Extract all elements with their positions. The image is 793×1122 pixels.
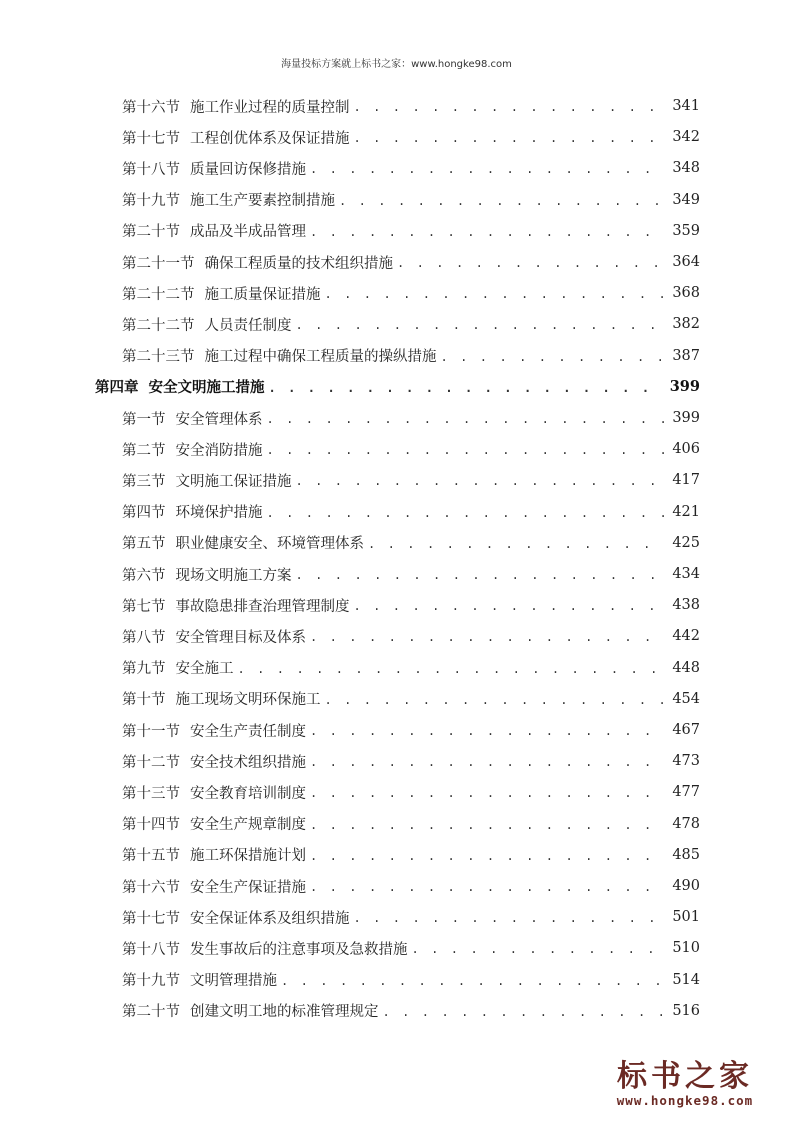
toc-entry-number: 第十一节 (122, 723, 180, 740)
toc-entry-title: 安全生产规章制度 (190, 817, 306, 834)
toc-entry-number: 第十八节 (122, 941, 180, 958)
toc-dot-leader (354, 100, 665, 114)
toc-section-entry[interactable] (122, 749, 700, 773)
toc-entry-label (122, 314, 296, 335)
toc-section-entry[interactable] (122, 656, 700, 680)
toc-dot-leader (310, 162, 664, 176)
toc-page-number: 477 (672, 784, 700, 801)
toc-dot-leader (397, 256, 664, 270)
toc-entry-number: 第二节 (122, 442, 166, 459)
toc-entry-title: 施工现场文明环保施工 (175, 692, 321, 709)
toc-page-number: 348 (672, 160, 700, 177)
toc-entry-label (122, 751, 310, 772)
toc-section-entry[interactable] (122, 687, 700, 711)
toc-dot-leader (310, 630, 664, 644)
toc-entry-label (122, 688, 325, 709)
toc-page-number: 368 (672, 285, 700, 302)
toc-page-number: 349 (672, 191, 700, 208)
toc-entry-title: 工程创优体系及保证措施 (190, 130, 350, 147)
toc-entry-title: 职业健康安全、环境管理体系 (175, 536, 364, 553)
toc-entry-title: 人员责任制度 (204, 317, 292, 334)
toc-entry-title: 施工质量保证措施 (204, 286, 321, 303)
toc-entry-number: 第二十二节 (122, 317, 195, 334)
toc-entry-number: 第十五节 (122, 848, 180, 865)
toc-entry-number: 第十八节 (122, 161, 180, 178)
toc-dot-leader (269, 381, 662, 395)
toc-entry-label (122, 876, 310, 897)
toc-entry-number: 第二十三节 (122, 349, 195, 366)
toc-section-entry[interactable] (122, 437, 700, 461)
toc-section-entry[interactable] (122, 125, 700, 149)
toc-entry-title: 文明施工保证措施 (175, 473, 292, 490)
toc-entry-number: 第十节 (122, 692, 166, 709)
toc-dot-leader (238, 662, 665, 676)
toc-section-entry[interactable] (122, 468, 700, 492)
toc-section-entry[interactable] (122, 968, 700, 992)
toc-page-number: 342 (672, 129, 700, 146)
toc-section-entry[interactable] (122, 718, 700, 742)
toc-dot-leader (325, 287, 665, 301)
toc-entry-number: 第九节 (122, 661, 166, 678)
toc-page-number: 359 (672, 222, 700, 239)
toc-dot-leader (383, 1005, 665, 1019)
toc-dot-leader (296, 568, 665, 582)
toc-page-number: 454 (672, 690, 700, 707)
toc-dot-leader (267, 506, 665, 520)
toc-entry-label (122, 283, 325, 304)
brand-logo (605, 1061, 765, 1108)
toc-entry-label (122, 813, 310, 834)
toc-entry-label (122, 439, 267, 460)
toc-entry-number: 第六节 (122, 567, 166, 584)
toc-entry-label (122, 470, 296, 491)
toc-page-number: 438 (672, 597, 700, 614)
toc-page-number: 387 (672, 347, 700, 364)
toc-dot-leader (339, 194, 664, 208)
toc-entry-title: 安全施工 (175, 661, 234, 678)
toc-chapter-entry[interactable] (95, 375, 700, 399)
brand-logo-text: 标书之家 (617, 1059, 753, 1094)
toc-entry-label (122, 501, 267, 522)
toc-entry-number: 第十六节 (122, 99, 180, 116)
toc-entry-title: 创建文明工地的标准管理规定 (190, 1004, 379, 1021)
toc-dot-leader (412, 942, 665, 956)
toc-page-number: 406 (672, 441, 700, 458)
toc-entry-title: 安全文明施工措施 (148, 379, 265, 397)
toc-dot-leader (267, 443, 665, 457)
toc-entry-title: 安全消防措施 (175, 442, 263, 459)
toc-section-entry[interactable] (122, 905, 700, 929)
brand-logo-url: www.hongke98.com (616, 1093, 754, 1108)
toc-entry-label (122, 720, 310, 741)
toc-entry-title: 事故隐患排查治理管理制度 (175, 598, 350, 615)
toc-page-number: 442 (672, 628, 700, 645)
toc-entry-title: 安全生产保证措施 (190, 879, 306, 896)
toc-dot-leader (354, 911, 665, 925)
toc-section-entry[interactable] (122, 250, 700, 274)
toc-dot-leader (310, 786, 664, 800)
toc-entry-label (122, 189, 339, 210)
toc-entry-label (122, 938, 412, 959)
toc-section-entry[interactable] (122, 624, 700, 648)
toc-entry-title: 安全管理体系 (175, 411, 263, 428)
toc-section-entry[interactable] (122, 156, 700, 180)
toc-entry-title: 文明管理措施 (190, 973, 277, 990)
toc-page-number: 478 (672, 815, 700, 832)
toc-dot-leader (281, 974, 664, 988)
toc-section-entry[interactable] (122, 562, 700, 586)
toc-dot-leader (368, 537, 664, 551)
toc-entry-number: 第四节 (122, 505, 166, 522)
toc-dot-leader (310, 849, 664, 863)
toc-page-number: 467 (672, 722, 700, 738)
toc-entry-number: 第十九节 (122, 973, 180, 990)
toc-entry-label (122, 345, 441, 366)
toc-entry-title: 施工生产要素控制措施 (190, 193, 335, 210)
toc-page-number: 490 (672, 878, 700, 894)
toc-section-entry[interactable] (122, 531, 700, 555)
toc-section-entry[interactable] (122, 281, 700, 305)
toc-entry-title: 安全教育培训制度 (190, 785, 306, 802)
toc-page-number: 434 (672, 566, 700, 582)
toc-entry-title: 成品及半成品管理 (190, 224, 306, 241)
toc-section-entry[interactable] (122, 344, 700, 368)
toc-entry-title: 确保工程质量的技术组织措施 (204, 255, 393, 272)
toc-entry-label (122, 252, 397, 273)
toc-dot-leader (267, 412, 665, 426)
toc-section-entry[interactable] (122, 188, 700, 212)
toc-dot-leader (325, 693, 665, 707)
toc-entry-label (95, 376, 269, 397)
toc-section-entry[interactable] (122, 936, 700, 960)
toc-dot-leader (354, 599, 665, 613)
toc-entry-label (122, 595, 354, 616)
toc-entry-label (122, 626, 310, 647)
toc-entry-label (122, 408, 267, 429)
page-header: 海量投标方案就上标书之家：www.hongke98.com (281, 59, 512, 70)
toc-page-number: 473 (672, 753, 700, 770)
toc-entry-title: 施工作业过程的质量控制 (190, 99, 350, 116)
toc-section-entry[interactable] (122, 999, 700, 1023)
toc-entry-label (122, 564, 296, 585)
toc-entry-number: 第十九节 (122, 193, 180, 210)
toc-section-entry[interactable] (122, 780, 700, 804)
toc-dot-leader (310, 755, 664, 769)
toc-entry-number: 第七节 (122, 598, 166, 615)
toc-page-number: 382 (672, 316, 700, 333)
toc-dot-leader (310, 225, 664, 239)
toc-entry-number: 第二十一节 (122, 255, 195, 272)
toc-section-entry[interactable] (122, 94, 700, 118)
toc-entry-title: 安全生产责任制度 (190, 723, 306, 740)
toc-page-number: 417 (672, 472, 700, 489)
toc-entry-label (122, 96, 354, 117)
toc-entry-label (122, 127, 354, 148)
toc-entry-number: 第十六节 (122, 879, 180, 896)
toc-dot-leader (296, 474, 665, 488)
toc-entry-label (122, 657, 238, 678)
toc-entry-label (122, 158, 310, 179)
toc-dot-leader (354, 131, 665, 145)
toc-entry-number: 第十四节 (122, 817, 180, 834)
toc-page-number: 485 (672, 846, 700, 863)
toc-page-number: 448 (672, 659, 700, 676)
toc-section-entry[interactable] (122, 219, 700, 243)
toc-entry-title: 环境保护措施 (175, 505, 263, 522)
toc-section-entry[interactable] (122, 312, 700, 336)
toc-dot-leader (441, 350, 665, 364)
toc-page-number: 399 (669, 378, 700, 396)
toc-entry-number: 第五节 (122, 536, 166, 553)
toc-section-entry[interactable] (122, 593, 700, 617)
toc-page-number: 514 (672, 971, 700, 988)
toc-section-entry[interactable] (122, 812, 700, 836)
toc-entry-label (122, 220, 310, 241)
toc-entry-number: 第八节 (122, 629, 166, 646)
toc-dot-leader (296, 318, 665, 332)
toc-entry-number: 第十三节 (122, 785, 180, 802)
toc-page-number: 399 (672, 410, 700, 426)
toc-entry-number: 第二十节 (122, 224, 180, 241)
toc-entry-label (122, 782, 310, 803)
toc-entry-title: 现场文明施工方案 (175, 567, 292, 584)
toc-entry-number: 第二十二节 (122, 286, 195, 303)
toc-page-number: 425 (672, 534, 700, 551)
toc-entry-number: 第四章 (95, 379, 139, 397)
toc-entry-number: 第十七节 (122, 130, 180, 147)
toc-page-number: 341 (672, 98, 700, 114)
toc-entry-title: 质量回访保修措施 (190, 161, 306, 178)
toc-entry-label (122, 1000, 383, 1021)
toc-entry-number: 第十二节 (122, 754, 180, 771)
toc-entry-number: 第三节 (122, 473, 166, 490)
toc-dot-leader (310, 880, 664, 894)
toc-section-entry[interactable] (122, 843, 700, 867)
toc-section-entry[interactable] (122, 500, 700, 524)
toc-section-entry[interactable] (122, 874, 700, 898)
toc-entry-label (122, 907, 354, 928)
toc-entry-title: 施工环保措施计划 (190, 848, 306, 865)
toc-entry-label (122, 532, 368, 553)
toc-entry-label (122, 969, 281, 990)
toc-section-entry[interactable] (122, 406, 700, 430)
toc-page-number: 516 (672, 1002, 700, 1019)
toc-entry-number: 第一节 (122, 411, 166, 428)
toc-dot-leader (310, 818, 664, 832)
toc-dot-leader (310, 724, 664, 738)
toc-entry-number: 第十七节 (122, 910, 180, 927)
toc-page-number: 421 (672, 503, 700, 520)
toc-entry-title: 施工过程中确保工程质量的操纵措施 (204, 349, 437, 366)
toc-entry-title: 发生事故后的注意事项及急救措施 (190, 941, 408, 958)
toc-page-number: 501 (672, 909, 700, 926)
toc-entry-title: 安全保证体系及组织措施 (190, 910, 350, 927)
toc-page-number: 510 (672, 940, 700, 957)
toc-entry-title: 安全管理目标及体系 (175, 629, 306, 646)
toc-entry-label (122, 844, 310, 865)
toc-entry-title: 安全技术组织措施 (190, 754, 306, 771)
toc-page-number: 364 (672, 254, 700, 270)
toc-entry-number: 第二十节 (122, 1004, 180, 1021)
